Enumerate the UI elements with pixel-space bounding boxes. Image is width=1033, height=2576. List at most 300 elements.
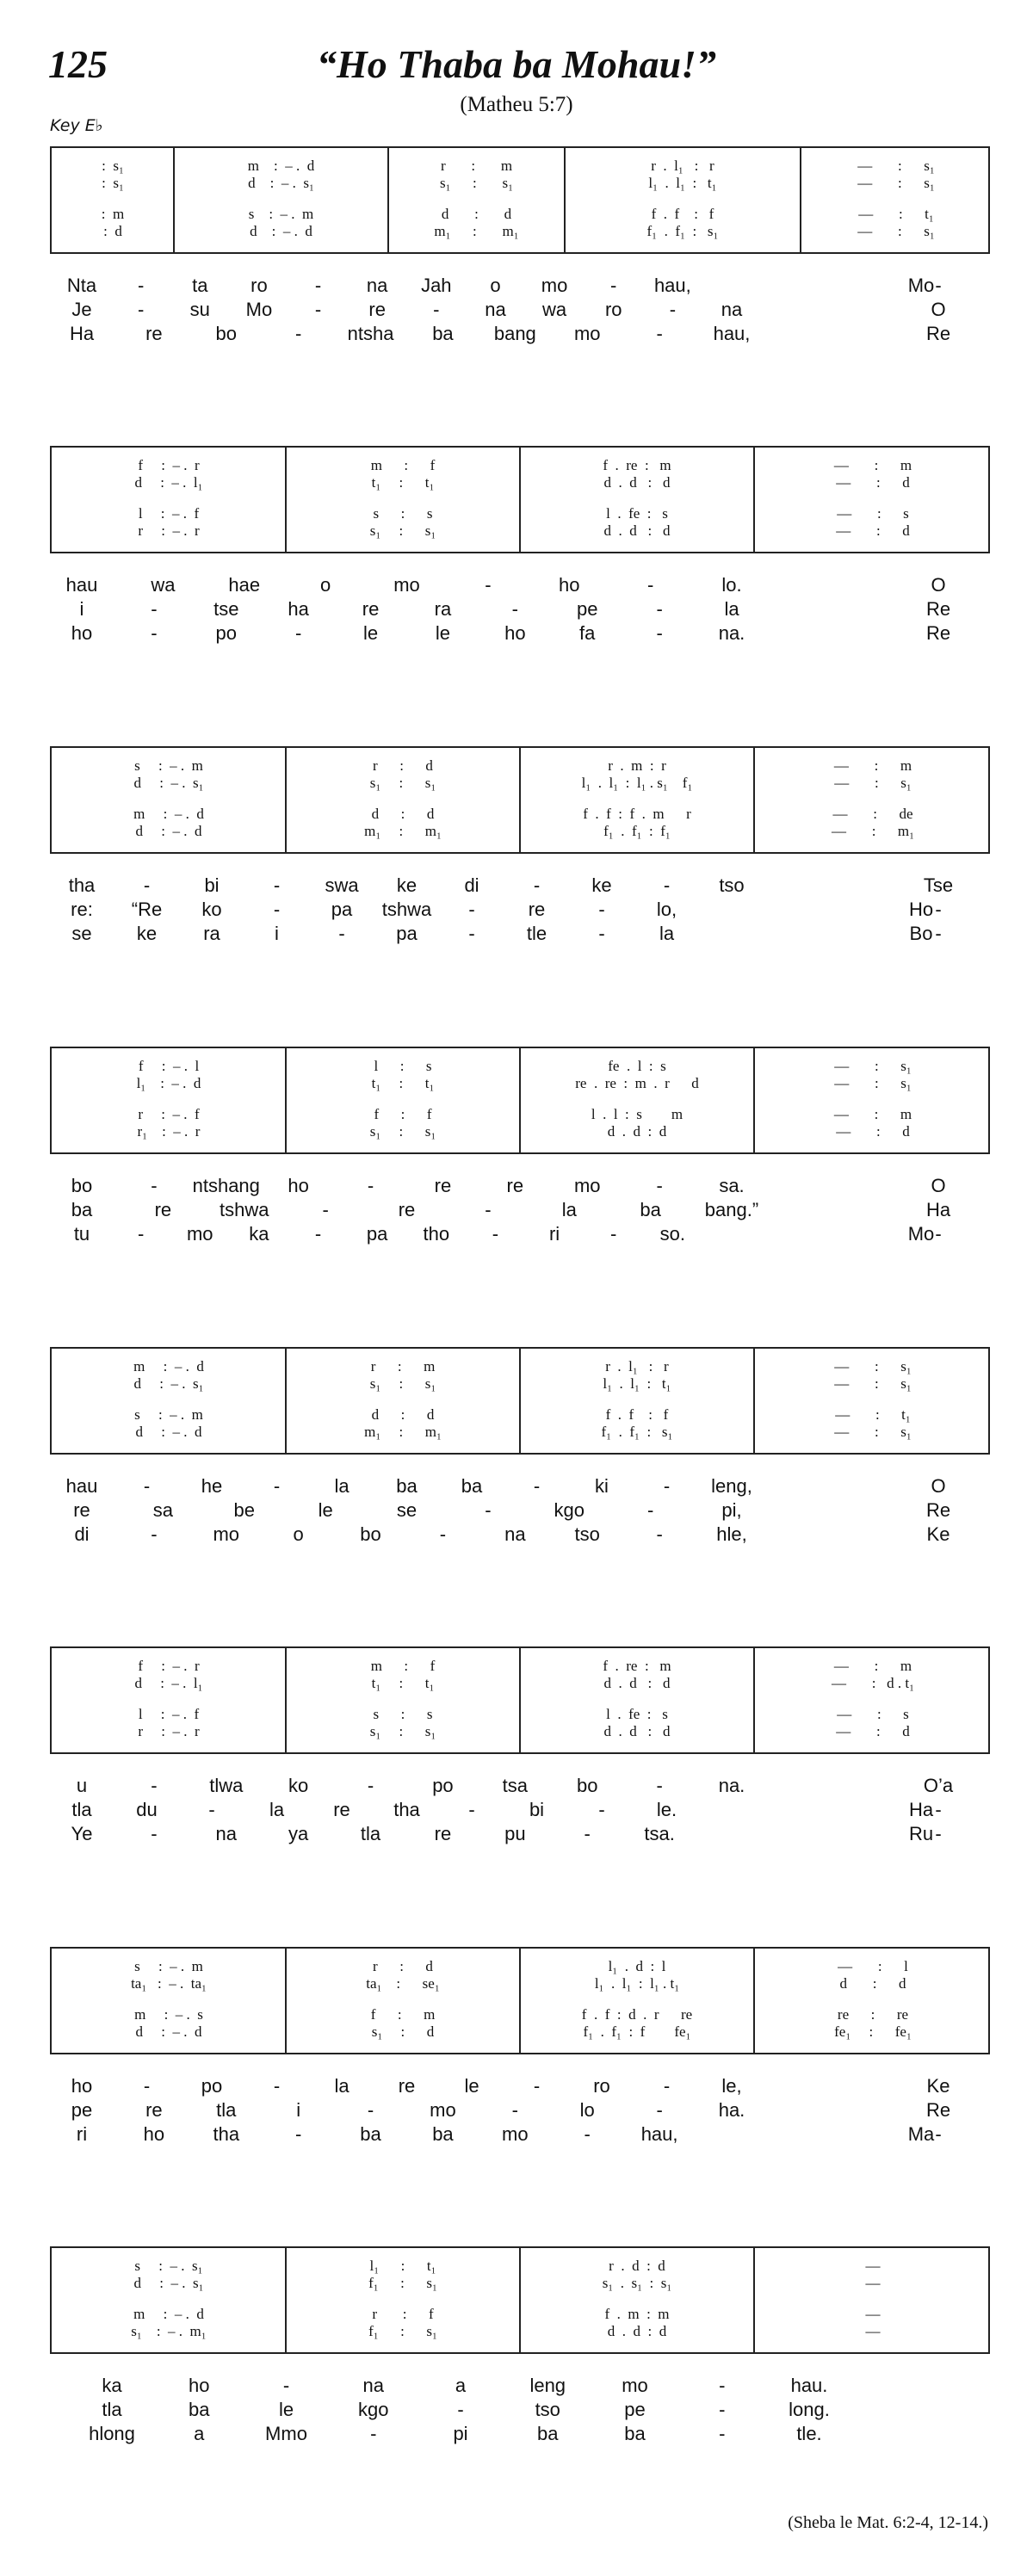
lyric-syllable: ra	[434, 598, 452, 620]
lyric-syllable: po	[201, 2075, 223, 2097]
lyric-syllable: pa	[366, 1223, 388, 1245]
lyric-syllable: ba	[360, 2123, 381, 2145]
lyric-syllable: -	[511, 2099, 518, 2121]
notation-cell: d : – . d	[135, 1424, 202, 1440]
lyric-syllable: wa	[542, 299, 567, 320]
lyric-syllable: re	[398, 1199, 416, 1220]
lyric-syllable: re	[154, 1199, 172, 1220]
lyric-line	[0, 1222, 1033, 1246]
notation-cell: —	[865, 2258, 881, 2274]
notation-cell: m : f	[370, 1658, 436, 1674]
lyric-syllable: la	[334, 1475, 349, 1497]
lyric-syllable: -	[137, 1223, 145, 1245]
notation-cell: re . re : m . r d	[575, 1075, 699, 1091]
lyric-syllable: -	[143, 1475, 151, 1497]
lyric-syllable: -	[669, 299, 677, 320]
bar-line	[519, 448, 521, 552]
notation-cell: d : d	[371, 806, 435, 822]
notation-cell: d : – . l₁	[134, 474, 203, 491]
lyric-syllable: Ru	[908, 1823, 934, 1844]
lyric-syllable: pi	[453, 2423, 468, 2444]
lyric-syllable: la	[659, 923, 675, 944]
lyric-syllable: fa	[579, 622, 596, 644]
lyric-syllable: hlong	[89, 2423, 135, 2444]
lyric-syllable: di	[74, 1523, 90, 1545]
lyric-syllable: swa	[325, 874, 359, 896]
notation-cell: — : de	[832, 806, 913, 822]
notation-cell: — : s₁	[834, 1058, 912, 1074]
lyric-syllable: -	[610, 1223, 617, 1245]
lyric-syllable: -	[151, 598, 158, 620]
lyric-syllable: ho	[71, 2075, 93, 2097]
notation-cell: d : – . s₁	[248, 175, 314, 191]
notation-cell: d . d : d	[603, 1723, 671, 1739]
lyric-syllable: Ye	[71, 1823, 93, 1844]
notation-cell: r₁ : – . r	[137, 1123, 201, 1140]
bar-line	[753, 1349, 755, 1453]
notation-cell: d : – . d	[250, 223, 312, 239]
lyric-syllable: sa	[152, 1499, 173, 1521]
notation-cell: f : – . r	[138, 1658, 200, 1674]
lyric-syllable: -	[656, 1175, 663, 1196]
lyric-line	[0, 322, 1033, 346]
bar-line	[753, 1949, 755, 2053]
notation-cell: s : – . m	[134, 757, 203, 774]
lyric-syllable: Re	[925, 598, 951, 620]
lyric-syllable: ba	[624, 2423, 646, 2444]
lyric-syllable: mo	[541, 275, 568, 296]
lyric-syllable: bi	[204, 874, 220, 896]
lyric-syllable: mo	[430, 2099, 456, 2121]
lyric-syllable: -	[610, 275, 617, 296]
lyric-syllable: ro	[251, 275, 268, 296]
lyric-syllable: -	[935, 899, 942, 920]
notation-cell: l₁ . l₁ : l₁ . t₁	[594, 1975, 680, 1992]
lyric-syllable: leng,	[711, 1475, 752, 1497]
lyric-line	[0, 2422, 1033, 2446]
lyric-syllable: tse	[213, 598, 239, 620]
bar-line	[519, 1349, 521, 1453]
lyric-syllable: o	[320, 574, 331, 596]
bar-line	[753, 1648, 755, 1752]
lyric-syllable: “Re	[131, 899, 163, 920]
lyric-syllable: ho	[504, 622, 526, 644]
notation-cell: — : t₁	[858, 206, 934, 222]
lyric-syllable: Ha	[908, 1799, 934, 1820]
lyric-syllable: -	[656, 323, 663, 344]
lyric-syllable: tsa	[502, 1775, 529, 1796]
lyric-syllable: Tse	[923, 874, 954, 896]
lyric-syllable: -	[314, 1223, 322, 1245]
notation-cell: f₁ . f₁ : s₁	[646, 223, 719, 239]
notation-cell: m : – . d	[133, 2306, 204, 2322]
notation-cell: fe₁ : fe₁	[834, 2023, 912, 2040]
lyric-syllable: leng	[529, 2375, 566, 2396]
notation-cell: f₁ . f₁ : s₁	[601, 1424, 673, 1440]
lyric-syllable: -	[273, 874, 281, 896]
lyric-syllable: Je	[71, 299, 92, 320]
lyric-syllable: la	[561, 1199, 577, 1220]
notation-cell: d : – . s₁	[133, 775, 204, 791]
bar-line	[285, 2248, 287, 2352]
notation-cell: t₁ : t₁	[371, 1675, 435, 1691]
notation-cell: d . d : d	[603, 522, 671, 539]
key-signature: Key E♭	[50, 116, 103, 135]
notation-cell: s₁ : d	[371, 2023, 435, 2040]
lyric-syllable: pe	[624, 2399, 646, 2420]
lyric-syllable: le,	[721, 2075, 742, 2097]
notation-cell: d : – . s₁	[133, 2275, 204, 2291]
lyric-syllable: -	[468, 923, 475, 944]
notation-cell: — : s₁	[857, 158, 935, 174]
lyric-line	[0, 2098, 1033, 2122]
lyric-syllable: hae	[228, 574, 261, 596]
lyric-syllable: po	[215, 622, 238, 644]
notation-cell: f . f : f . m r	[583, 806, 691, 822]
lyric-syllable: -	[533, 2075, 541, 2097]
lyric-syllable: su	[189, 299, 210, 320]
notation-cell: r : m	[370, 1358, 436, 1374]
bar-line	[519, 1048, 521, 1152]
lyric-syllable: bang.”	[704, 1199, 759, 1220]
lyric-syllable: Ho	[908, 899, 934, 920]
lyric-line	[0, 1174, 1033, 1198]
lyric-syllable: -	[208, 1799, 215, 1820]
lyric-syllable: bo	[215, 323, 238, 344]
lyric-syllable: ko	[288, 1775, 309, 1796]
lyric-syllable: Mo	[245, 299, 273, 320]
notation-cell: s₁ : s₁	[369, 775, 436, 791]
bar-line	[519, 1949, 521, 2053]
lyric-syllable: le	[318, 1499, 333, 1521]
notation-cell: r . l₁ : r	[605, 1358, 669, 1374]
notation-cell: m : – . d	[133, 1358, 204, 1374]
notation-cell: s : s	[373, 1706, 433, 1722]
score-system	[50, 146, 990, 254]
notation-cell: ta₁ : se₁	[366, 1975, 440, 1992]
bar-line	[285, 748, 287, 852]
score-system	[50, 446, 990, 553]
lyric-syllable: tso	[535, 2399, 560, 2420]
notation-cell: d : – . d	[135, 2023, 202, 2040]
hymn-reference: (Matheu 5:7)	[460, 93, 573, 116]
lyric-syllable: -	[338, 923, 345, 944]
lyric-syllable: -	[137, 275, 145, 296]
lyric-syllable: -	[935, 1799, 942, 1820]
lyric-syllable: se	[71, 923, 92, 944]
lyric-syllable: -	[439, 1523, 447, 1545]
lyric-syllable: le.	[656, 1799, 677, 1820]
notation-cell: l . l : s m	[591, 1106, 684, 1122]
lyric-line	[0, 621, 1033, 646]
notation-cell: re : re	[837, 2006, 909, 2023]
lyric-syllable: hau,	[713, 323, 751, 344]
score-system	[50, 1047, 990, 1154]
notation-cell: — : m	[833, 1658, 912, 1674]
lyric-syllable: -	[433, 299, 440, 320]
notation-cell: : s₁	[102, 158, 124, 174]
lyric-syllable: -	[584, 2123, 591, 2145]
lyric-syllable: du	[136, 1799, 158, 1820]
lyric-syllable: i	[296, 2099, 301, 2121]
lyric-syllable: he	[201, 1475, 223, 1497]
lyric-syllable: le	[278, 2399, 294, 2420]
notation-cell: — : s₁	[834, 1075, 912, 1091]
lyric-syllable: -	[533, 1475, 541, 1497]
bar-line	[753, 448, 755, 552]
lyric-syllable: tla	[102, 2399, 122, 2420]
lyric-syllable: o	[293, 1523, 304, 1545]
notation-cell: : s₁	[102, 175, 124, 191]
notation-cell: d : d	[441, 206, 512, 222]
lyric-syllable: u	[76, 1775, 88, 1796]
lyric-syllable: i	[275, 923, 279, 944]
lyric-syllable: re	[145, 2099, 163, 2121]
lyric-syllable: lo.	[721, 574, 742, 596]
lyric-syllable: hau	[65, 574, 98, 596]
lyric-syllable: -	[935, 923, 942, 944]
notation-cell: f : f	[374, 1106, 432, 1122]
lyric-syllable: ro	[604, 299, 622, 320]
lyric-syllable: hau.	[790, 2375, 828, 2396]
notation-cell: s : – . m	[134, 1958, 203, 1974]
lyric-syllable: re	[362, 598, 380, 620]
notation-cell: —	[865, 2275, 881, 2291]
notation-cell: — : s₁	[857, 223, 935, 239]
lyric-syllable: -	[935, 1823, 942, 1844]
lyric-syllable: -	[314, 275, 322, 296]
lyric-syllable: -	[485, 1499, 492, 1521]
lyric-syllable: wa	[151, 574, 176, 596]
lyric-syllable: -	[492, 1223, 499, 1245]
lyric-syllable: Re	[925, 1499, 951, 1521]
notation-cell: f . re : m	[603, 1658, 671, 1674]
bar-line	[519, 2248, 521, 2352]
lyric-syllable: hau	[65, 1475, 98, 1497]
lyric-syllable: ke	[591, 874, 612, 896]
lyric-syllable: -	[468, 899, 475, 920]
lyric-line	[0, 573, 1033, 597]
lyric-syllable: -	[719, 2399, 726, 2420]
notation-cell: f₁ : s₁	[368, 2323, 437, 2339]
lyric-syllable: hau,	[640, 2123, 678, 2145]
lyric-syllable: be	[233, 1499, 255, 1521]
bar-line	[285, 1949, 287, 2053]
notation-cell: s₁ : s₁	[369, 522, 436, 539]
lyric-syllable: re	[333, 1799, 350, 1820]
notation-cell: s : – . s₁	[134, 2258, 203, 2274]
lyric-syllable: -	[468, 1799, 475, 1820]
lyric-syllable: la	[334, 2075, 349, 2097]
notation-cell: d . d : d	[607, 2323, 667, 2339]
lyric-syllable: na	[366, 275, 388, 296]
lyric-syllable: Mo	[907, 1223, 935, 1245]
lyric-syllable: -	[314, 299, 322, 320]
lyric-syllable: -	[598, 923, 605, 944]
lyric-syllable: bi	[529, 1799, 545, 1820]
notation-cell: r : m	[440, 158, 513, 174]
lyric-syllable: -	[367, 2099, 374, 2121]
lyric-syllable: Nta	[66, 275, 97, 296]
lyric-syllable: -	[646, 574, 654, 596]
lyric-syllable: ho	[288, 1175, 309, 1196]
lyric-syllable: ro	[593, 2075, 610, 2097]
notation-cell: f₁ . f₁ : f fe₁	[583, 2023, 691, 2040]
notation-cell: — : t₁	[835, 1406, 911, 1423]
lyric-syllable: Re	[925, 622, 951, 644]
lyric-syllable: Mmo	[265, 2423, 307, 2444]
lyric-line	[0, 2122, 1033, 2147]
lyric-syllable: lo	[579, 2099, 595, 2121]
notation-cell: — : s₁	[857, 175, 935, 191]
lyric-syllable: O	[931, 574, 946, 596]
notation-cell: r : f	[372, 2306, 434, 2322]
lyric-syllable: -	[294, 323, 302, 344]
lyric-syllable: tha	[213, 2123, 240, 2145]
lyric-syllable: -	[511, 598, 518, 620]
lyric-syllable: mo	[502, 2123, 529, 2145]
lyric-syllable: bo	[576, 1775, 598, 1796]
lyric-syllable: ka	[102, 2375, 122, 2396]
notation-cell: m : – . d	[247, 158, 315, 174]
lyric-syllable: ba	[537, 2423, 559, 2444]
notation-cell: : d	[103, 223, 122, 239]
lyric-line	[0, 1523, 1033, 1547]
notation-cell: s₁ : s₁	[369, 1123, 436, 1140]
notation-cell: r . m : r	[608, 757, 666, 774]
bar-line	[753, 2248, 755, 2352]
lyric-syllable: O	[931, 299, 946, 320]
bar-line	[285, 1349, 287, 1453]
notation-cell: l₁ . l₁ : t₁	[603, 1375, 671, 1392]
lyric-syllable: -	[367, 1175, 374, 1196]
lyric-syllable: -	[367, 1775, 374, 1796]
lyric-syllable: ka	[249, 1223, 269, 1245]
notation-cell: f . f : f	[651, 206, 714, 222]
lyric-syllable: -	[294, 622, 302, 644]
lyric-syllable: tle.	[796, 2423, 822, 2444]
notation-cell: l₁ . l₁ : l₁ . s₁ f₁	[581, 775, 693, 791]
notation-cell: — : d	[836, 474, 910, 491]
lyric-syllable: ba	[396, 1475, 418, 1497]
lyric-syllable: -	[598, 1799, 605, 1820]
notation-cell: f . re : m	[603, 457, 671, 473]
lyric-syllable: re	[398, 2075, 416, 2097]
notation-cell: f . m : m	[604, 2306, 670, 2322]
lyric-syllable: -	[935, 2123, 942, 2145]
lyric-syllable: ba	[189, 2399, 210, 2420]
notation-cell: — : l	[838, 1958, 908, 1974]
notation-cell: f . f : f	[605, 1406, 669, 1423]
lyric-syllable: Ke	[926, 1523, 950, 1545]
lyric-syllable: ba	[432, 2123, 454, 2145]
lyric-syllable: -	[137, 299, 145, 320]
lyric-syllable: ntsha	[347, 323, 394, 344]
notation-cell: d . d : d	[603, 1675, 671, 1691]
lyric-syllable: le	[362, 622, 379, 644]
notation-cell: r : d	[373, 757, 433, 774]
lyric-syllable: -	[584, 1823, 591, 1844]
lyric-syllable: lo,	[656, 899, 677, 920]
notation-cell: m₁ : m₁	[434, 223, 519, 239]
lyric-syllable: ho	[143, 2123, 165, 2145]
notation-cell: — : d	[836, 1723, 910, 1739]
lyric-syllable: mo	[393, 574, 420, 596]
lyric-syllable: bo	[360, 1523, 381, 1545]
lyric-syllable: Re	[925, 2099, 951, 2121]
lyric-syllable: ntshang	[192, 1175, 260, 1196]
lyric-syllable: tshwa	[381, 899, 432, 920]
notation-cell: s₁ : s₁	[439, 175, 514, 191]
lyric-syllable: tho	[423, 1223, 450, 1245]
lyric-syllable: ya	[288, 1823, 309, 1844]
lyric-syllable: -	[294, 2123, 302, 2145]
lyric-syllable: pu	[504, 1823, 526, 1844]
lyric-line	[0, 1822, 1033, 1846]
lyric-syllable: so.	[659, 1223, 686, 1245]
lyric-syllable: -	[533, 874, 541, 896]
lyric-line	[0, 1498, 1033, 1523]
notation-cell: d : – . l₁	[134, 1675, 203, 1691]
lyric-syllable: -	[143, 2075, 151, 2097]
lyric-syllable: re	[506, 1175, 524, 1196]
notation-cell: — : s₁	[834, 1424, 912, 1440]
lyric-syllable: ba	[432, 323, 454, 344]
notation-cell: d : d	[839, 1975, 906, 1992]
lyric-syllable: -	[663, 874, 671, 896]
lyric-syllable: i	[79, 598, 84, 620]
lyric-line	[0, 1798, 1033, 1822]
hymn-title: “Ho Thaba ba Mohau!”	[317, 42, 716, 86]
lyric-syllable: ba	[71, 1199, 93, 1220]
notation-cell: f : – . r	[138, 457, 200, 473]
notation-cell: l . fe : s	[606, 1706, 668, 1722]
lyric-syllable: pe	[71, 2099, 93, 2121]
lyric-syllable: -	[322, 1199, 329, 1220]
lyric-syllable: tshwa	[220, 1199, 269, 1220]
lyric-syllable: ba	[461, 1475, 483, 1497]
lyric-syllable: -	[151, 622, 158, 644]
notation-cell: —	[865, 2323, 881, 2339]
notation-cell: s₁ : – . m₁	[131, 2323, 207, 2339]
notation-cell: m₁ : m₁	[364, 823, 442, 839]
lyric-line	[0, 298, 1033, 322]
notation-cell: f : m	[370, 2006, 436, 2023]
lyric-syllable: tlwa	[209, 1775, 244, 1796]
lyric-syllable: tha	[393, 1799, 420, 1820]
notation-cell: — : s	[837, 1706, 909, 1722]
lyric-syllable: a	[194, 2423, 205, 2444]
lyric-syllable: na.	[718, 1775, 745, 1796]
lyric-syllable: mo	[622, 2375, 648, 2396]
lyric-syllable: -	[935, 275, 942, 296]
lyric-syllable: pi,	[721, 1499, 742, 1521]
lyric-syllable: mo	[573, 323, 601, 344]
lyric-syllable: -	[151, 1823, 158, 1844]
notation-cell: d . d : d	[603, 474, 671, 491]
notation-cell: : m	[101, 206, 125, 222]
lyric-syllable: po	[432, 1775, 454, 1796]
lyric-syllable: hle,	[716, 1523, 747, 1545]
lyric-syllable: Jah	[421, 275, 452, 296]
lyric-syllable: Bo	[909, 923, 933, 944]
lyric-syllable: tu	[73, 1223, 90, 1245]
lyric-line	[0, 874, 1033, 898]
lyric-syllable: -	[663, 2075, 671, 2097]
lyric-line	[0, 274, 1033, 298]
lyric-syllable: bo	[71, 1175, 93, 1196]
lyric-syllable: o	[490, 275, 501, 296]
